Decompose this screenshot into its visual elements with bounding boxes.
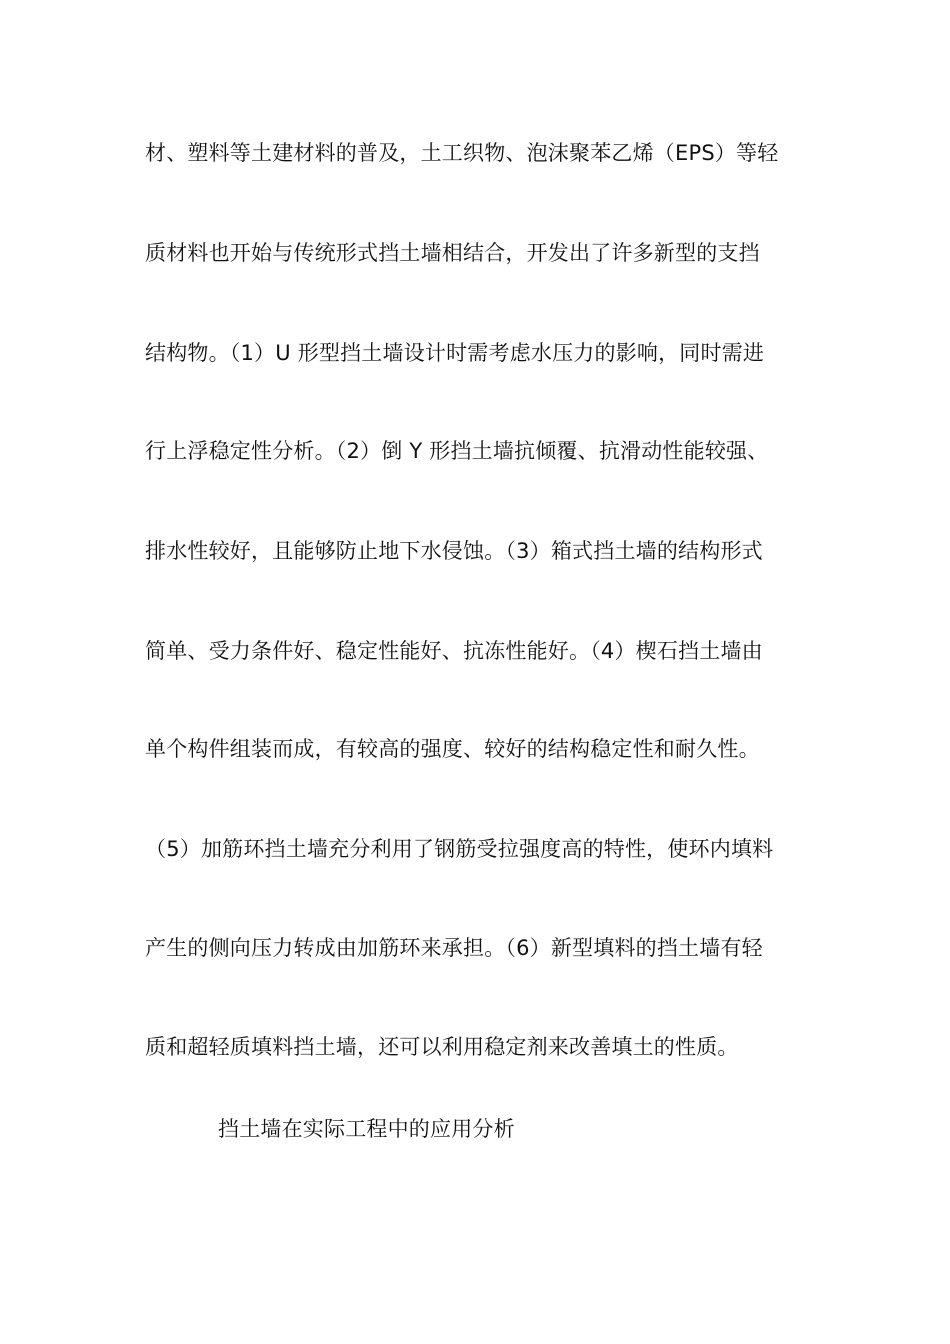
paragraph-line: 结构物。（1）U 形型挡土墙设计时需考虑水压力的影响，同时需进 xyxy=(145,341,765,365)
paragraph-line: 排水性较好，且能够防止地下水侵蚀。（3）箱式挡土墙的结构形式 xyxy=(145,539,763,563)
paragraph-line: 产生的侧向压力转成由加筋环来承担。（6）新型填料的挡土墙有轻 xyxy=(145,936,763,960)
paragraph-line: 单个构件组装而成，有较高的强度、较好的结构稳定性和耐久性。 xyxy=(145,737,760,761)
paragraph-line: 质和超轻质填料挡土墙，还可以利用稳定剂来改善填土的性质。 xyxy=(145,1035,739,1059)
paragraph-line: 质材料也开始与传统形式挡土墙相结合，开发出了许多新型的支挡 xyxy=(145,241,760,265)
section-heading: 挡土墙在实际工程中的应用分析 xyxy=(218,1117,515,1141)
paragraph-line: 材、塑料等土建材料的普及，土工织物、泡沫聚苯乙烯（EPS）等轻 xyxy=(145,141,779,165)
paragraph-line: 简单、受力条件好、稳定性能好、抗冻性能好。（4）楔石挡土墙由 xyxy=(145,639,763,663)
paragraph-line: （5）加筋环挡土墙充分利用了钢筋受拉强度高的特性，使环内填料 xyxy=(145,837,774,861)
paragraph-line: 行上浮稳定性分析。（2）倒 Y 形挡土墙抗倾覆、抗滑动性能较强、 xyxy=(145,439,769,463)
